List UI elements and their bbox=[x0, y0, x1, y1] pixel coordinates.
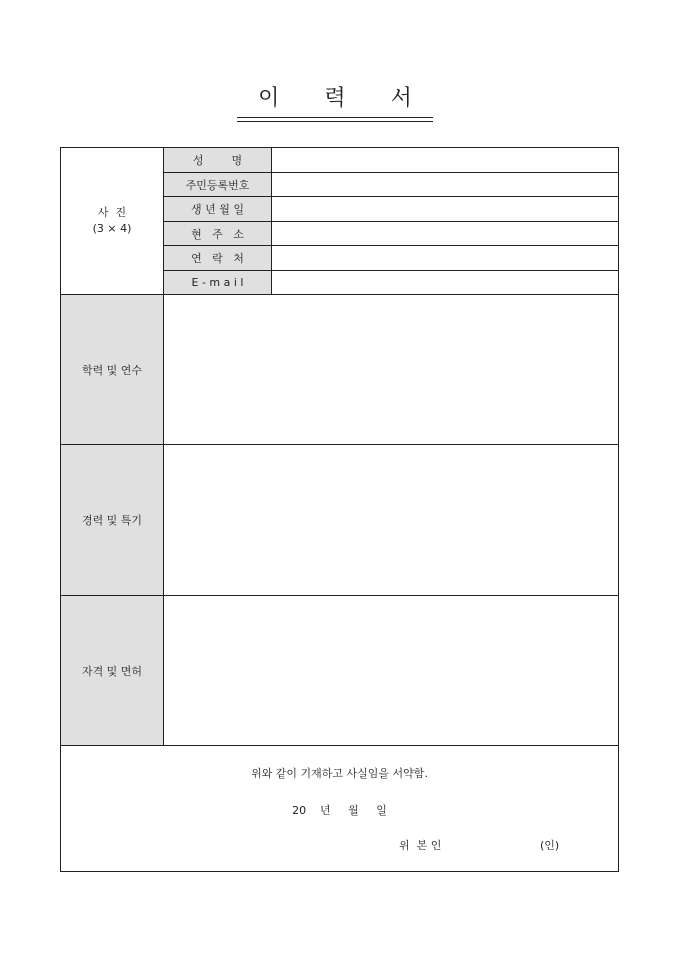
email-label: E - m a i l bbox=[164, 271, 272, 295]
photo-size: (3 × 4) bbox=[92, 222, 132, 235]
signer-label: 위 본 인 bbox=[399, 839, 442, 852]
experience-label: 경력 및 특기 bbox=[61, 445, 164, 596]
email-field[interactable] bbox=[272, 271, 618, 295]
declaration-date[interactable]: 20 년 월 일 bbox=[292, 804, 387, 817]
photo-label: 사 진 bbox=[97, 206, 127, 219]
resident-number-label: 주민등록번호 bbox=[164, 173, 272, 197]
birth-date-label: 생 년 월 일 bbox=[164, 197, 272, 222]
resident-number-field[interactable] bbox=[272, 173, 618, 197]
page-title: 이 력 서 bbox=[258, 86, 412, 111]
name-label: 성 명 bbox=[164, 148, 272, 173]
education-label: 학력 및 연수 bbox=[61, 295, 164, 445]
address-label: 현 주 소 bbox=[164, 222, 272, 246]
contact-field[interactable] bbox=[272, 246, 618, 271]
experience-field[interactable] bbox=[164, 445, 618, 596]
education-field[interactable] bbox=[164, 295, 618, 445]
title-underline-bottom bbox=[237, 121, 433, 122]
title-underline-top bbox=[237, 117, 433, 118]
certifications-label: 자격 및 면허 bbox=[61, 596, 164, 746]
birth-date-field[interactable] bbox=[272, 197, 618, 222]
seal-mark[interactable]: (인) bbox=[540, 839, 560, 852]
resume-form bbox=[60, 147, 619, 872]
photo-cell[interactable] bbox=[61, 148, 164, 295]
declaration-statement: 위와 같이 기재하고 사실임을 서약함. bbox=[251, 767, 428, 780]
contact-label: 연 락 처 bbox=[164, 246, 272, 271]
certifications-field[interactable] bbox=[164, 596, 618, 746]
name-field[interactable] bbox=[272, 148, 618, 173]
address-field[interactable] bbox=[272, 222, 618, 246]
declaration-area bbox=[61, 746, 618, 871]
